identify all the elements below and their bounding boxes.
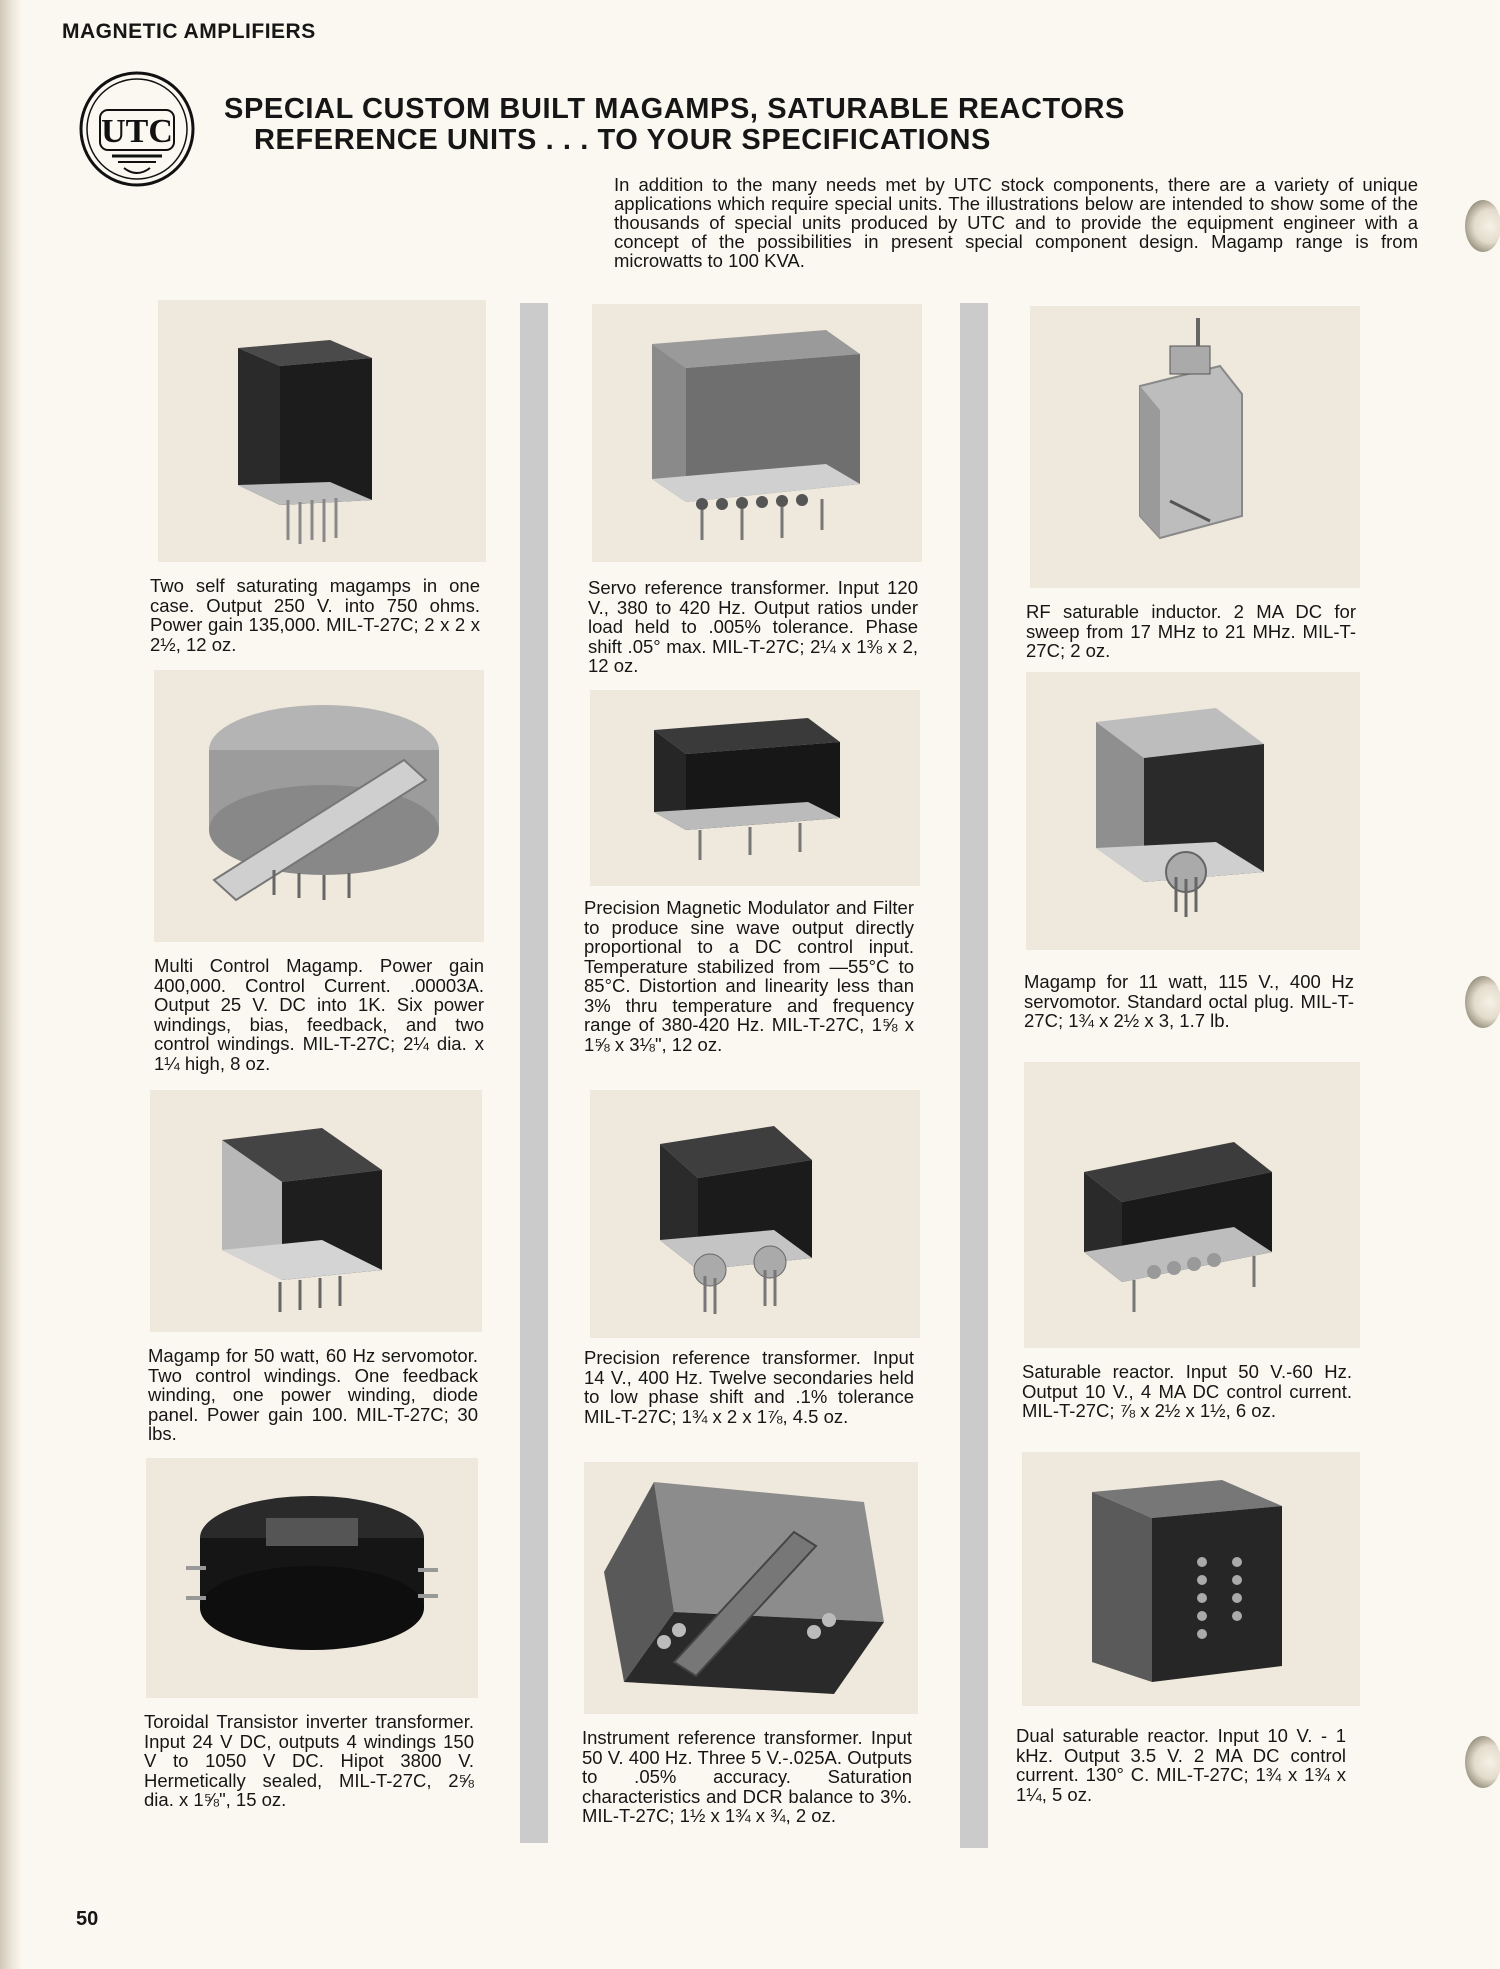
product-photo-8 xyxy=(590,1090,920,1338)
page-title xyxy=(224,94,1125,156)
product-photo-1 xyxy=(158,300,486,562)
title-line-2: REFERENCE UNITS . . . TO YOUR SPECIFICATIONS xyxy=(254,124,991,156)
product-caption-6: Magamp for 11 watt, 115 V., 400 Hz servomotor. Standard octal plug. MIL-T-27C; 1¾ x 2½ x 3, 1.7 lb. xyxy=(1024,971,1354,1031)
product-caption-1: Two self saturating magamps in one case. Output 250 V. into 750 ohms. Power gain 135,000. MIL-T-27C; 2 x 2 x 2½, 12 oz. xyxy=(150,575,480,655)
product-caption-11: Instrument reference transformer. Input 50 V. 400 Hz. Three 5 V.-.025A. Outputs to .05% accuracy. Saturation characteristics and DCR balance to 3%. MIL-T-27C; 1½ x 1¾ x ¾, 2 oz. xyxy=(582,1727,912,1826)
product-caption-2: Servo reference transformer. Input 120 V., 380 to 420 Hz. Output ratios under load held to .005% tolerance. Phase shift .05° max. MIL-T-27C; 2¼ x 1⅜ x 2, 12 oz. xyxy=(588,577,918,676)
product-photo-2 xyxy=(592,304,922,562)
page-number: 50 xyxy=(76,1908,99,1930)
product-caption-3: RF saturable inductor. 2 MA DC for sweep from 17 MHz to 21 MHz. MIL-T-27C; 2 oz. xyxy=(1026,601,1356,661)
product-photo-11 xyxy=(584,1462,918,1714)
svg-text:UTC: UTC xyxy=(101,113,173,150)
column-divider-left xyxy=(520,303,548,1843)
product-caption-9: Saturable reactor. Input 50 V.-60 Hz. Output 10 V., 4 MA DC control current. MIL-T-27C; ⅞ x 2½ x 1½, 6 oz. xyxy=(1022,1361,1352,1421)
product-photo-5 xyxy=(590,690,920,886)
section-label: MAGNETIC AMPLIFIERS xyxy=(62,20,316,43)
binder-hole-bottom xyxy=(1465,1736,1500,1788)
product-caption-8: Precision reference transformer. Input 14 V., 400 Hz. Twelve secondaries held to low phase shift and .1% tolerance MIL-T-27C; 1¾ x 2 x 1⅞, 4.5 oz. xyxy=(584,1347,914,1427)
binder-hole-middle xyxy=(1465,976,1500,1028)
product-photo-7 xyxy=(150,1090,482,1332)
product-photo-10 xyxy=(146,1458,478,1698)
product-photo-9 xyxy=(1024,1062,1360,1348)
column-divider-right xyxy=(960,303,988,1848)
product-caption-12: Dual saturable reactor. Input 10 V. - 1 kHz. Output 3.5 V. 2 MA DC control current. 130° C. MIL-T-27C; 1¾ x 1¾ x 1¼, 5 oz. xyxy=(1016,1725,1346,1805)
page-edge-shadow xyxy=(0,0,22,1969)
product-caption-10: Toroidal Transistor inverter transformer. Input 24 V DC, outputs 4 windings 150 V to 1050 V DC. Hipot 3800 V. Hermetically sealed, MIL-T-27C, 2⅝ dia. x 1⅝", 15 oz. xyxy=(144,1711,474,1810)
title-line-1: SPECIAL CUSTOM BUILT MAGAMPS, SATURABLE REACTORS xyxy=(224,93,1125,125)
utc-logo xyxy=(78,70,196,188)
product-caption-7: Magamp for 50 watt, 60 Hz servomotor. Two control windings. One feedback winding, one power winding, diode panel. Power gain 100. MIL-T-27C; 30 lbs. xyxy=(148,1345,478,1444)
product-photo-12 xyxy=(1022,1452,1360,1706)
product-photo-4 xyxy=(154,670,484,942)
product-photo-6 xyxy=(1026,672,1360,950)
binder-hole-top xyxy=(1465,200,1500,252)
product-photo-3 xyxy=(1030,306,1360,588)
product-caption-4: Multi Control Magamp. Power gain 400,000. Control Current. .00003A. Output 25 V. DC into 1K. Six power windings, bias, feedback, and two control windings. MIL-T-27C; 2¼ dia. x 1¼ high, 8 oz. xyxy=(154,955,484,1074)
intro-paragraph: In addition to the many needs met by UTC stock components, there are a variety of unique applications which require special units. The illustrations below are intended to show some of the thousands of special units produced by UTC and to provide the equipment engineer with a concept of the possibilities in present special component design. Magamp range is from microwatts to 100 KVA. xyxy=(614,174,1418,271)
product-caption-5: Precision Magnetic Modulator and Filter to produce sine wave output directly proportional to a DC control input. Temperature stabilized from —55°C to 85°C. Distortion and linearity less than 3% thru temperature and frequency range of 380-420 Hz. MIL-T-27C, 1⅝ x 1⅝ x 3⅛", 12 oz. xyxy=(584,897,914,1055)
